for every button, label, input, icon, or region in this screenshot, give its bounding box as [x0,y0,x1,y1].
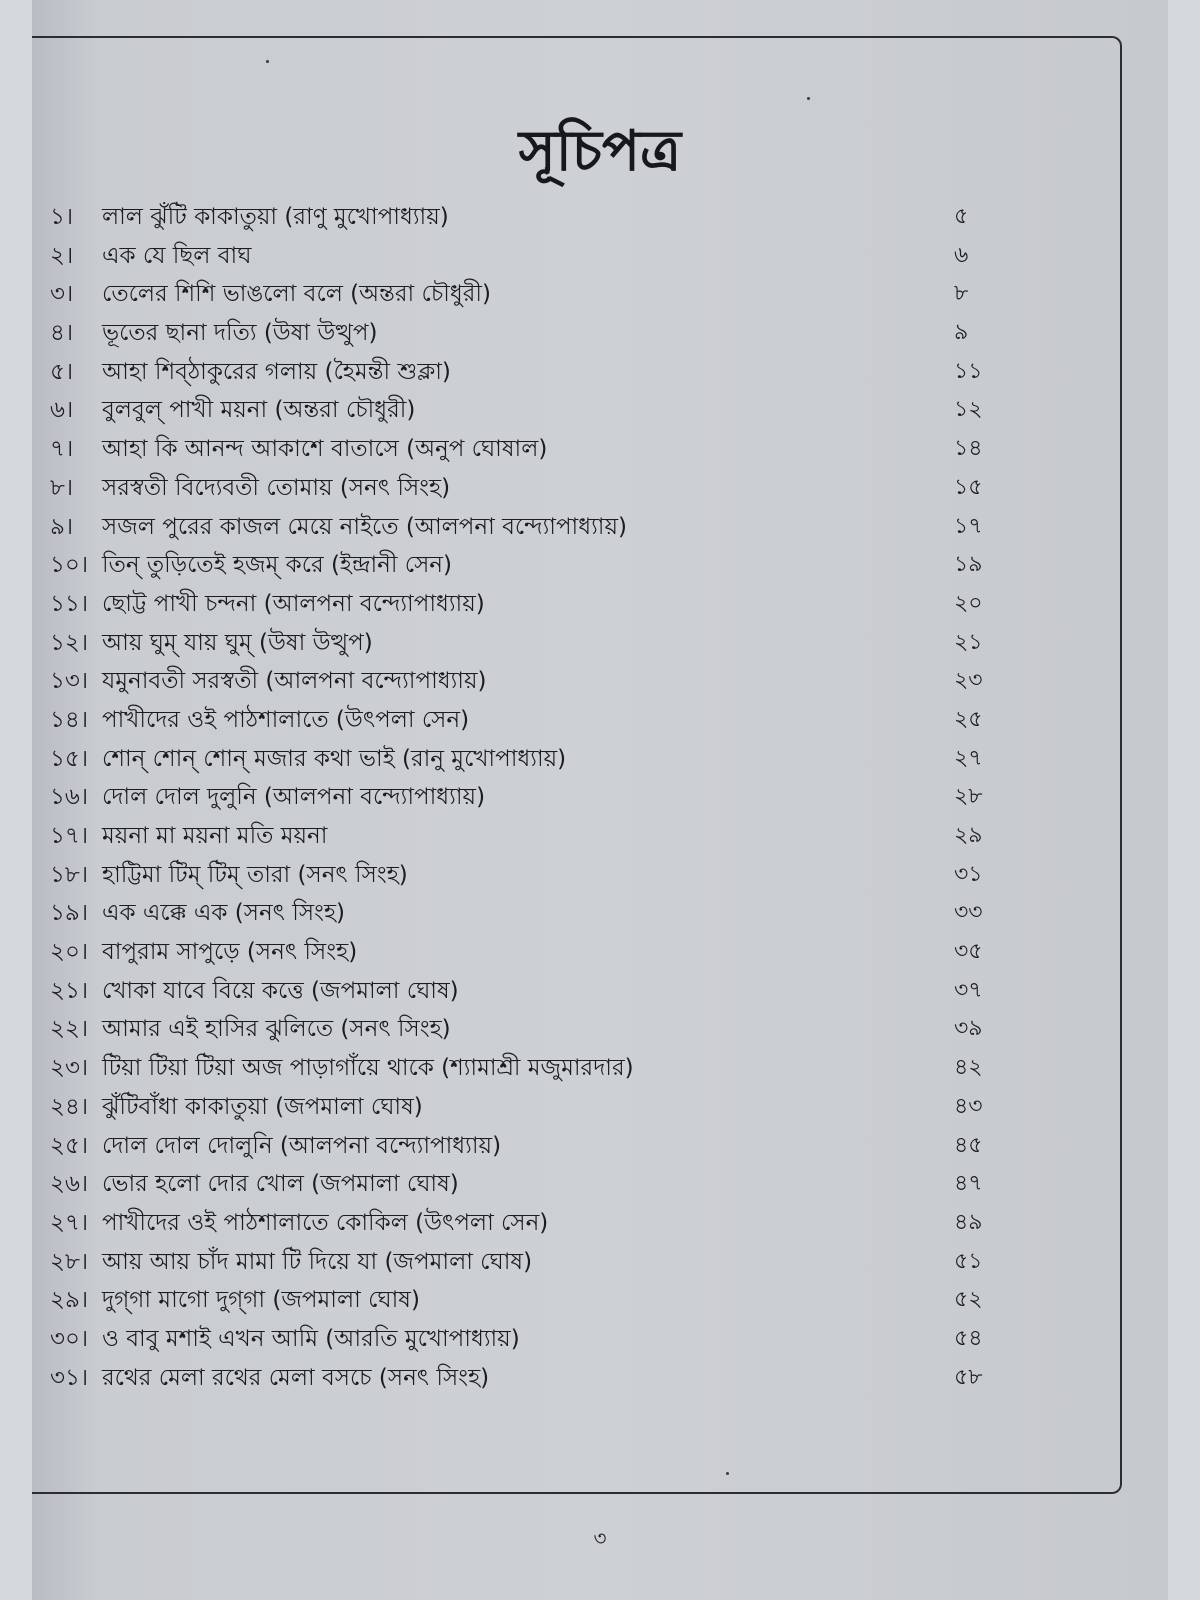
toc-entry-title: লাল ঝুঁটি কাকাতুয়া (রাণু মুখোপাধ্যায়) [102,204,449,230]
toc-entry [50,353,1010,392]
toc-entry-page-number: ৫২ [954,1287,983,1313]
paper-speck [266,60,269,63]
toc-entry-page-number: ৩৭ [954,977,983,1003]
toc-entry-title: ভূতের ছানা দত্যি (উষা উত্থুপ) [102,320,378,347]
toc-entry-number: ১৪। [50,706,89,733]
toc-entry [50,1088,1010,1127]
toc-entry-title: ছোট্ট পাখী চন্দনা (আলপনা বন্দ্যোপাধ্যায়) [102,590,485,617]
toc-entry-page-number: ২৯ [954,823,983,848]
toc-entry-number: ৩। [50,281,74,308]
paper-speck [726,1472,729,1475]
toc-entry-page-number: ২৭ [954,745,983,771]
toc-entry [50,198,1010,237]
toc-entry-number: ২৩। [50,1055,89,1082]
toc-entry [50,1281,1010,1320]
toc-entry-page-number: ৩৫ [954,939,983,965]
toc-entry [50,740,1010,779]
toc-entry-page-number: ২৮ [954,784,983,810]
toc-entry-number: ৩০। [50,1325,89,1352]
toc-entry [50,894,1010,933]
page-number: ৩ [593,1526,607,1550]
toc-entry [50,972,1010,1011]
toc-entry-page-number: ৪৭ [954,1171,983,1197]
toc-entry-page-number: ৫১ [954,1248,983,1274]
toc-entry-title: ও বাবু মশাই এখন আমি (আরতি মুখোপাধ্যায়) [102,1325,520,1352]
toc-entry-number: ১৩। [50,668,89,695]
toc-entry-title: এক যে ছিল বাঘ [102,242,252,269]
toc-entry [50,275,1010,314]
toc-entry [50,430,1010,469]
toc-entry-number: ২৭। [50,1209,89,1236]
toc-entry-page-number: ৬ [954,242,969,268]
toc-entry [50,701,1010,740]
toc-entry-page-number: ৯ [954,320,969,346]
toc-entry-page-number: ১৫ [954,474,983,500]
toc-entry-title: রথের মেলা রথের মেলা বসচে (সনৎ সিংহ) [102,1364,490,1391]
toc-entry-title: আয় ঘুম্ যায় ঘুম্ (উষা উত্থুপ) [102,629,373,656]
toc-entry-title: আহা কি আনন্দ আকাশে বাতাসে (অনুপ ঘোষাল) [102,436,548,463]
toc-entry [50,391,1010,430]
toc-entry-title: পাখীদের ওই পাঠশালাতে কোকিল (উৎপলা সেন) [102,1209,549,1236]
toc-entry-page-number: ৩৩ [954,900,983,926]
toc-entry [50,314,1010,353]
toc-entry-title: সরস্বতী বিদ্যেবতী তোমায় (সনৎ সিংহ) [102,474,451,501]
toc-entry-number: ২০। [50,939,89,966]
toc-entry-page-number: ৮ [954,281,969,307]
toc-entry-page-number: ১২ [954,397,983,423]
page-title: সূচিপত্র [518,118,682,184]
toc-entry [50,662,1010,701]
toc-entry-number: ১৭। [50,823,89,849]
toc-entry-number: ২৫। [50,1132,89,1159]
toc-entry-number: ১২। [50,629,89,656]
toc-entry-title: বাপুরাম সাপুড়ে (সনৎ সিংহ) [102,939,358,966]
toc-entry-number: ৭। [50,436,74,463]
toc-entry-page-number: ৫৪ [954,1325,983,1351]
toc-entry-number: ১১। [50,590,89,617]
toc-entry-number: ১০। [50,552,89,579]
toc-entry-title: ভোর হলো দোর খোল (জপমালা ঘোষ) [102,1171,459,1198]
toc-entry-number: ২। [50,242,74,269]
toc-entry-title: দোল দোল দুলুনি (আলপনা বন্দ্যোপাধ্যায়) [102,784,486,811]
toc-entry [50,1359,1010,1398]
toc-entry-page-number: ২৩ [954,668,983,694]
toc-entry-title: টিয়া টিয়া টিয়া অজ পাড়াগাঁয়ে থাকে (শ্যামাশ্রী মজুমারদার) [102,1055,634,1082]
toc-entry-title: এক এক্কে এক (সনৎ সিংহ) [102,900,346,927]
toc-entry-title: খোকা যাবে বিয়ে কত্তে (জপমালা ঘোষ) [102,977,459,1004]
toc-entry [50,817,1010,856]
toc-entry-number: ১৮। [50,861,89,888]
toc-entry-page-number: ৫৮ [954,1364,983,1390]
toc-entry [50,1204,1010,1243]
toc-entry [50,1127,1010,1166]
toc-entry-number: ১৬। [50,784,89,811]
toc-entry-page-number: ৩১ [954,861,983,887]
toc-entry-number: ১৯। [50,900,89,927]
toc-entry-number: ২৬। [50,1171,89,1198]
toc-entry-title: তেলের শিশি ভাঙলো বলে (অন্তরা চৌধুরী) [102,281,491,308]
toc-entry [50,778,1010,817]
toc-entry [50,933,1010,972]
toc-entry-number: ৬। [50,397,74,424]
toc-entry-title: তিন্ তুড়িতেই হজম্ করে (ইন্দ্রানী সেন) [102,552,453,579]
toc-entry-number: ২১। [50,977,89,1004]
toc-entry-title: দুগ্‌গা মাগো দুগ্‌গা (জপমালা ঘোষ) [102,1287,420,1314]
toc-entry [50,237,1010,276]
toc-entry-page-number: ৪৫ [954,1132,983,1158]
toc-entry-title: পাখীদের ওই পাঠশালাতে (উৎপলা সেন) [102,706,470,733]
toc-entry [50,856,1010,895]
toc-entry [50,1010,1010,1049]
toc-entry-page-number: ১৯ [954,552,983,578]
toc-entry-number: ২২। [50,1016,89,1043]
toc-entry-title: ঝুঁটিবাঁধা কাকাতুয়া (জপমালা ঘোষ) [102,1093,423,1120]
toc-entry-number: ২৮। [50,1248,89,1275]
toc-entry-page-number: ৩৯ [954,1016,983,1042]
toc-entry-title: আমার এই হাসির ঝুলিতে (সনৎ সিংহ) [102,1016,451,1043]
toc-entry-page-number: ১৪ [954,436,983,462]
toc-entry-page-number: ৫ [954,204,969,229]
toc-entry [50,546,1010,585]
toc-entry-title: যমুনাবতী সরস্বতী (আলপনা বন্দ্যোপাধ্যায়) [102,668,487,695]
toc-entry-page-number: ৪২ [954,1055,983,1081]
toc-entry [50,624,1010,663]
toc-entry [50,1320,1010,1359]
toc-entry-page-number: ১৭ [954,513,983,539]
toc-entry [50,1165,1010,1204]
toc-entry [50,1049,1010,1088]
toc-entry-title: শোন্ শোন্ শোন্ মজার কথা ভাই (রানু মুখোপাধ্যায়) [102,745,567,772]
toc-entry-page-number: ২৫ [954,706,983,732]
toc-entry-page-number: ২১ [954,629,983,655]
toc-entry-number: ৮। [50,474,74,501]
toc-entry [50,469,1010,508]
toc-entry-page-number: ৪৩ [954,1093,983,1119]
toc-entry-number: ১৫। [50,745,89,772]
toc-entry-title: আয় আয় চাঁদ মামা টি দিয়ে যা (জপমালা ঘোষ) [102,1248,533,1275]
table-of-contents [50,198,1010,1397]
toc-entry-number: ২৯। [50,1287,89,1314]
toc-entry-page-number: ২০ [954,590,983,616]
toc-entry-number: ৪। [50,320,74,347]
toc-entry-page-number: ১১ [954,358,983,384]
toc-entry-title: বুলবুল্ পাখী ময়না (অন্তরা চৌধুরী) [102,397,416,424]
toc-entry [50,508,1010,547]
toc-entry-number: ৩১। [50,1364,89,1391]
toc-entry [50,585,1010,624]
toc-entry [50,1243,1010,1282]
toc-entry-title: দোল দোল দোলুনি (আলপনা বন্দ্যোপাধ্যায়) [102,1132,502,1159]
toc-entry-number: ৯। [50,513,74,540]
toc-entry-page-number: ৪৯ [954,1209,983,1235]
paper-speck [807,97,810,100]
toc-entry-title: সজল পুরের কাজল মেয়ে নাইতে (আলপনা বন্দ্যোপাধ্যায়) [102,513,627,540]
toc-entry-title: আহা শিব্‌ঠাকুরের গলায় (হৈমন্তী শুক্লা) [102,358,451,385]
book-page [32,0,1168,1600]
toc-entry-number: ২৪। [50,1093,89,1120]
toc-entry-title: হাট্টিমা টিম্ টিম্ তারা (সনৎ সিংহ) [102,861,408,888]
toc-entry-number: ৫। [50,358,74,385]
toc-entry-number: ১। [50,204,74,230]
toc-entry-title: ময়না মা ময়না মতি ময়না [102,823,328,849]
